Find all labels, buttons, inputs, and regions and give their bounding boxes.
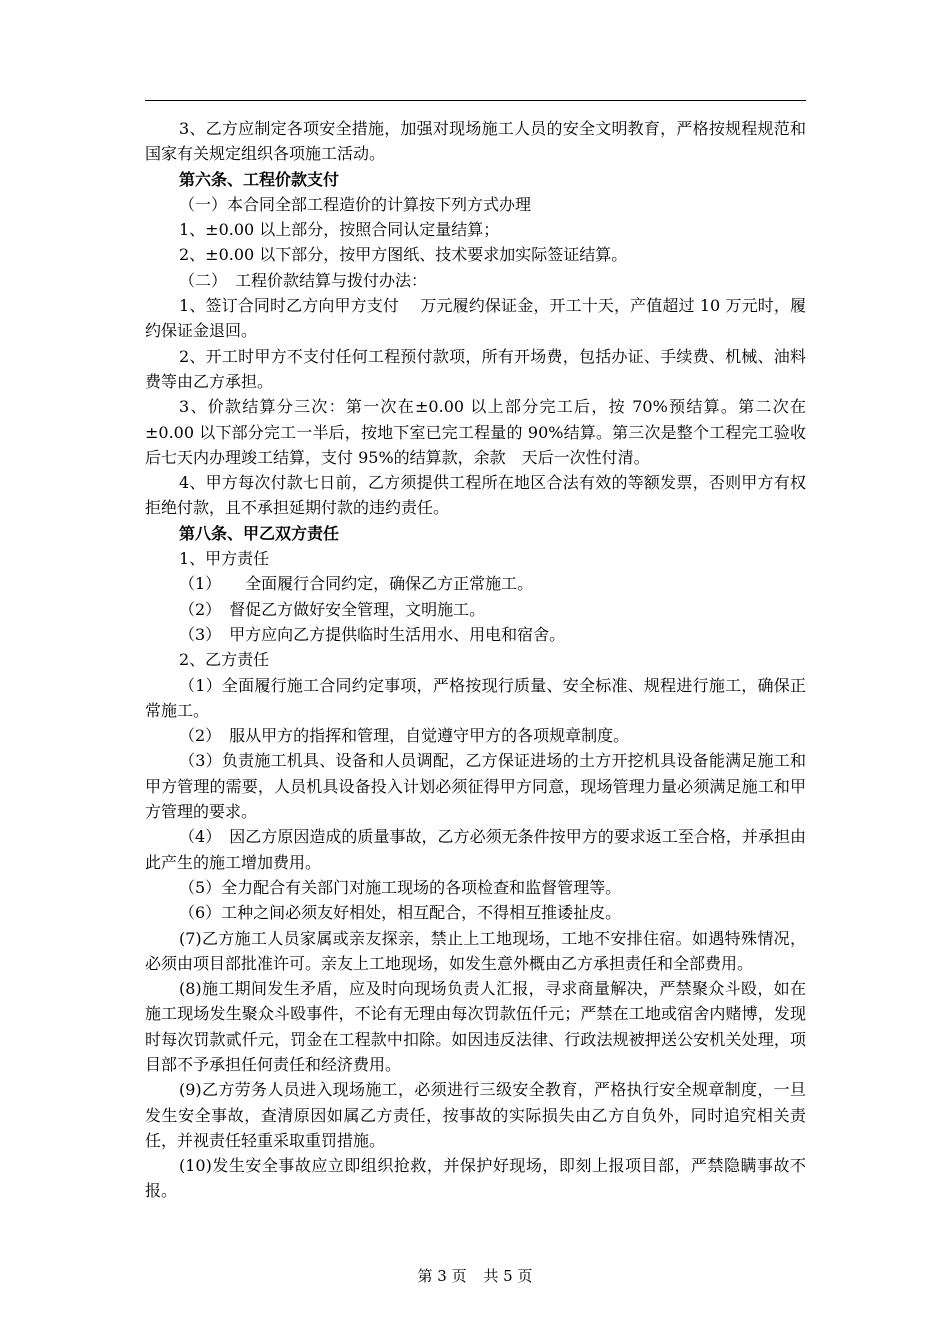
paragraph: (10)发生安全事故应立即组织抢救，并保护好现场，即刻上报项目部，严禁隐瞒事故不报。 <box>145 1156 806 1201</box>
paragraph: （4） 因乙方原因造成的质量事故，乙方必须无条件按甲方的要求返工至合格，并承担由此产生的施工增加费用。 <box>145 827 806 872</box>
paragraph: 3、乙方应制定各项安全措施，加强对现场施工人员的安全文明教育，严格按规程规范和国家有关规定组织各项施工活动。 <box>145 119 806 164</box>
paragraph: 3、价款结算分三次：第一次在±0.00 以上部分完工后，按 70%预结算。第二次在±0.00 以下部分完工一半后，按地下室已完工程量的 90%结算。第三次是整个工程完工验收后七天内办理竣工结算，支付 95%的结算款，余款 天后一次性付清。 <box>145 397 806 467</box>
page-footer <box>0 1265 950 1286</box>
paragraph: 2、乙方责任 <box>179 650 270 670</box>
paragraph: 1、签订合同时乙方向甲方支付 万元履约保证金，开工十天，产值超过 10 万元时，履约保证金退回。 <box>145 296 806 341</box>
paragraph: （一）本合同全部工程造价的计算按下列方式办理 <box>179 194 532 214</box>
paragraph: （3）负责施工机具、设备和人员调配，乙方保证进场的土方开挖机具设备能满足施工和甲方管理的需要，人员机具设备投入计划必须征得甲方同意，现场管理力量必须满足施工和甲方管理的要求。 <box>145 751 806 822</box>
paragraph: 1、±0.00 以上部分，按照合同认定量结算； <box>179 220 500 240</box>
paragraph: 4、甲方每次付款七日前，乙方须提供工程所在地区合法有效的等额发票，否则甲方有权拒绝付款，且不承担延期付款的违约责任。 <box>145 473 806 518</box>
paragraph: 1、甲方责任 <box>179 549 270 569</box>
section-heading: 第六条、工程价款支付 <box>179 169 340 189</box>
section-heading: 第八条、甲乙双方责任 <box>179 523 340 543</box>
document-body <box>145 116 806 1204</box>
paragraph: （5）全力配合有关部门对施工现场的各项检查和监督管理等。 <box>179 877 622 897</box>
page-total: 共 5 页 <box>483 1267 533 1285</box>
paragraph: 2、开工时甲方不支付任何工程预付款项，所有开场费，包括办证、手续费、机械、油料费等由乙方承担。 <box>145 346 806 391</box>
paragraph: （6）工种之间必须友好相处，相互配合，不得相互推诿扯皮。 <box>179 903 622 923</box>
header-rule <box>145 100 806 101</box>
paragraph: （二） 工程价款结算与拨付办法： <box>179 270 428 290</box>
paragraph: （2） 督促乙方做好安全管理，文明施工。 <box>179 599 486 619</box>
paragraph: （1）全面履行施工合同约定事项，严格按现行质量、安全标准、规程进行施工，确保正常施工。 <box>145 675 806 720</box>
paragraph: (9)乙方劳务人员进入现场施工，必须进行三级安全教育，严格执行安全规章制度，一旦发生安全事故，查清原因如属乙方责任，按事故的实际损失由乙方自负外，同时追究相关责任，并视责任轻重采取重罚措施。 <box>145 1080 806 1150</box>
paragraph: （1） 全面履行合同约定，确保乙方正常施工。 <box>179 574 534 594</box>
page-number: 第 3 页 <box>417 1267 467 1285</box>
paragraph: (8)施工期间发生矛盾，应及时向现场负责人汇报，寻求商量解决，严禁聚众斗殴，如在施工现场发生聚众斗殴事件，不论有无理由每次罚款伍仟元；严禁在工地或宿舍内赌博，发现时每次罚款贰仟元，罚金在工程款中扣除。如因违反法律、行政法规被押送公安机关处理，项目部不予承担任何责任和经济费用。 <box>145 979 806 1074</box>
paragraph: 2、±0.00 以下部分，按甲方图纸、技术要求加实际签证结算。 <box>179 245 628 265</box>
paragraph: （2） 服从甲方的指挥和管理，自觉遵守甲方的各项规章制度。 <box>179 726 630 746</box>
paragraph: (7)乙方施工人员家属或亲友探亲，禁止上工地现场，工地不安排住宿。如遇特殊情况，必须由项目部批准许可。亲友上工地现场，如发生意外概由乙方承担责任和全部费用。 <box>145 928 806 973</box>
paragraph: （3） 甲方应向乙方提供临时生活用水、用电和宿舍。 <box>179 624 566 644</box>
